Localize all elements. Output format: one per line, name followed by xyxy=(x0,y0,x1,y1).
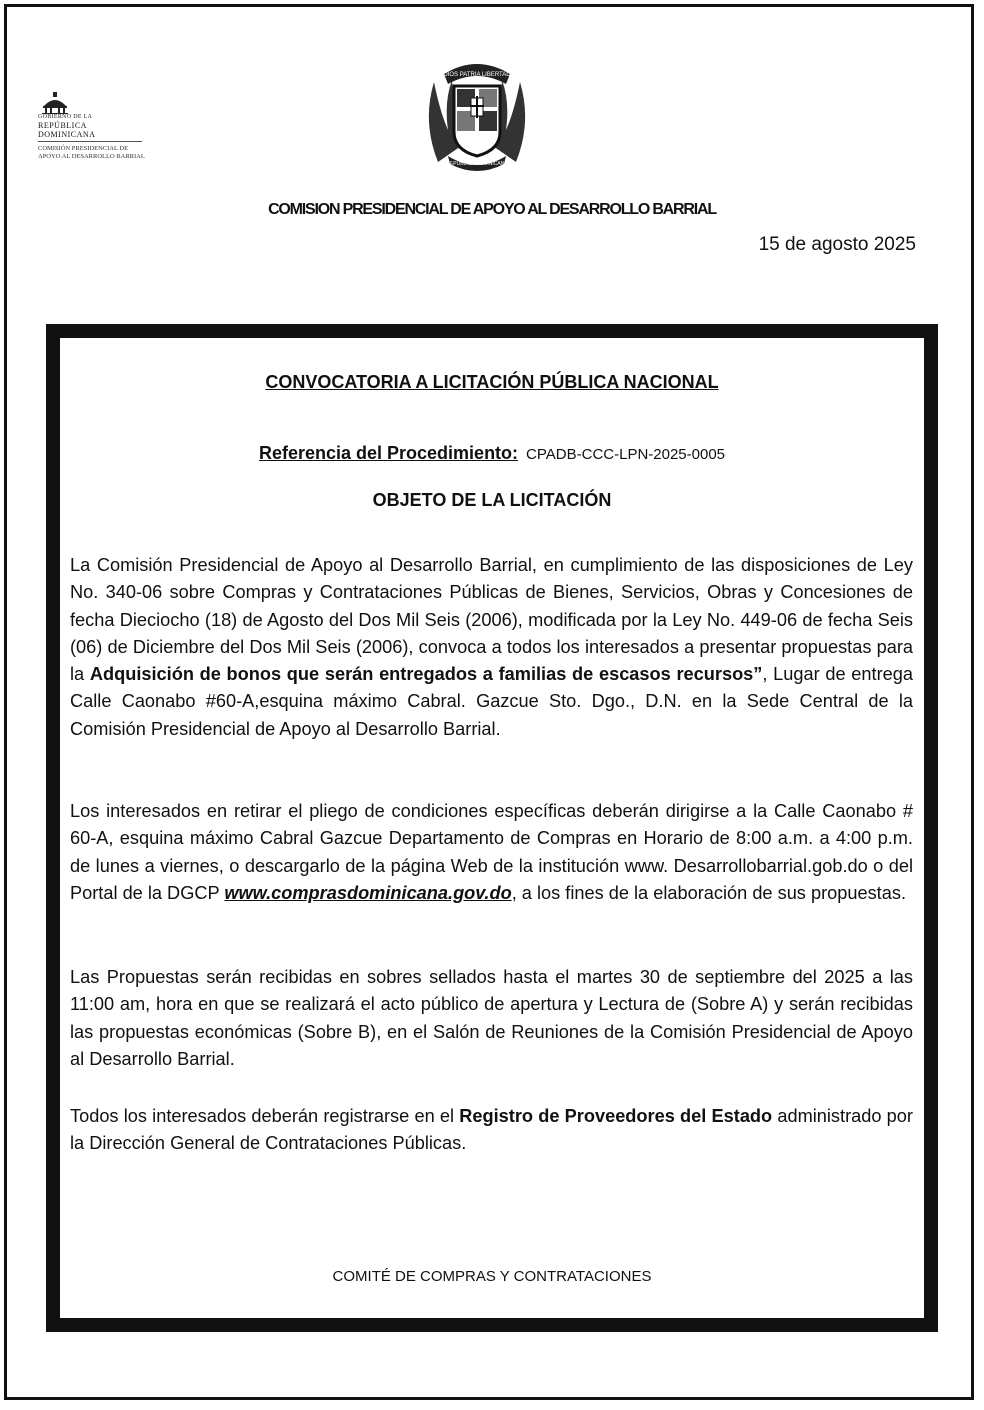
coat-country: REPUBLICA DOMINICANA xyxy=(446,161,508,167)
p1-text-a: La Comisión Presidencial de Apoyo al Desarrollo Barrial, en cumplimiento de las disposiciones de Ley No. 340-06 sobre Compras y Contrataciones Públicas de Bienes, Servicios, Obras y Concesiones de fecha Dieciocho (18) de Agosto del Dos Mil Seis (2006), modificada por la Ley No. 449-06 de fecha Seis (06) de Diciembre del Dos Mil Seis (2006), convoca a todos los interesados a presentar propuestas para la xyxy=(70,555,913,685)
gov-logo-line3: COMISIÓN PRESIDENCIAL DE xyxy=(38,145,129,152)
paragraph-propuestas: Las Propuestas serán recibidas en sobres sellados hasta el martes 30 de septiembre del 2025 a las 11:00 am, hora en que se realizará el acto público de apertura y Lectura de (Sobre A) y serán recibidas las propuestas económicas (Sobre B), en el Salón de Reuniones de la Comisión Presidencial de Apoyo al Desarrollo Barrial. xyxy=(70,967,913,1069)
dome-icon xyxy=(40,92,70,114)
committee-signature: COMITÉ DE COMPRAS Y CONTRATACIONES xyxy=(332,1268,652,1285)
coat-of-arms-icon xyxy=(418,52,536,176)
gov-logo-line2: REPÚBLICA DOMINICANA xyxy=(38,121,142,142)
p4-bold: Registro de Proveedores del Estado xyxy=(459,1106,773,1126)
government-logo xyxy=(38,92,168,161)
organization-title: COMISION PRESIDENCIAL DE APOYO AL DESARROLLO BARRIAL xyxy=(268,201,716,218)
p2-text-b: , a los fines de la elaboración de sus propuestas. xyxy=(511,882,906,903)
document-date: 15 de agosto 2025 xyxy=(758,234,916,255)
p1-bold: Adquisición de bonos que serán entregados a familias de escasos recursos” xyxy=(89,664,763,685)
p4-text-b: administrado por la Dirección General de Contrataciones Públicas. xyxy=(70,1106,913,1154)
procedure-reference xyxy=(60,443,924,464)
notice-box xyxy=(46,324,938,1332)
reference-value: CPADB-CCC-LPN-2025-0005 xyxy=(526,446,726,463)
paragraph-registro xyxy=(70,1103,913,1158)
paragraph-convocatoria xyxy=(70,552,913,743)
objeto-heading: OBJETO DE LA LICITACIÓN xyxy=(372,490,612,510)
coat-motto: DIOS PATRIA LIBERTAD xyxy=(443,72,511,78)
gov-logo-line1: GOBIERNO DE LA xyxy=(38,114,93,120)
p1-text-b: , Lugar de entrega Calle Caonabo #60-A,esquina máximo Cabral. Gazcue Sto. Dgo., D.N. en la Sede Central de la Comisión Presidencial de Apoyo al Desarrollo Barrial. xyxy=(70,664,913,739)
p2-text-a: Los interesados en retirar el pliego de condiciones específicas deberán dirigirse a la Calle Caonabo # 60-A, esquina máximo Cabral Gazcue Departamento de Compras en Horario de 8:00 a.m. a 4:00 p.m. de lunes a viernes, o descargarlo de la página Web de la institución www. Desarrollobarrial.gob.do o del Portal de la DGCP xyxy=(70,801,913,903)
paragraph-pliego xyxy=(70,798,913,907)
notice-title: CONVOCATORIA A LICITACIÓN PÚBLICA NACIONAL xyxy=(265,372,719,392)
reference-label: Referencia del Procedimiento: xyxy=(258,443,519,463)
compras-portal-link[interactable]: www.comprasdominicana.gov.do xyxy=(224,882,512,903)
p4-text-a: Todos los interesados deberán registrarse en el xyxy=(70,1106,460,1126)
gov-logo-line4: APOYO AL DESARROLLO BARRIAL xyxy=(38,153,145,160)
